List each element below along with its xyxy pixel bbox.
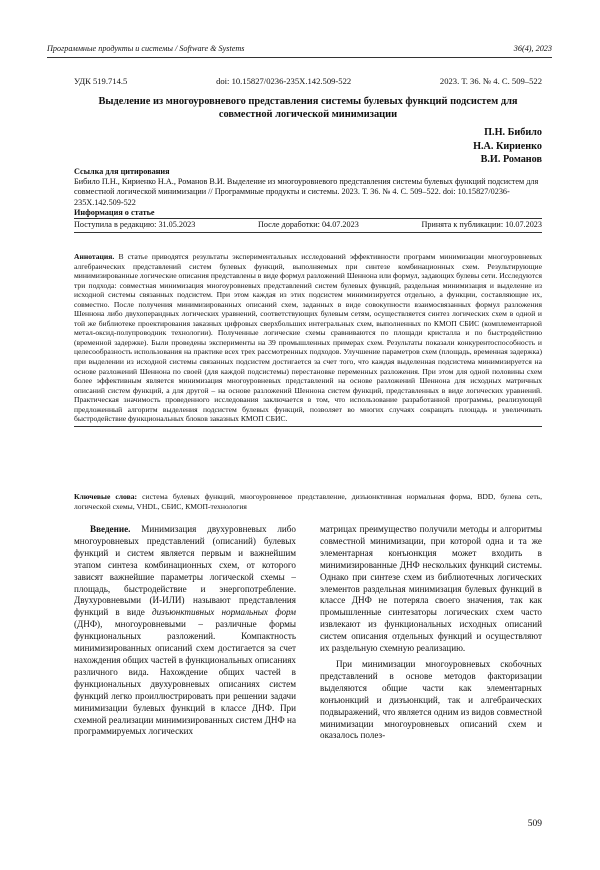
issue-info: 36(4), 2023 [513,44,552,53]
author: Н.А. Кириенко [473,140,542,152]
doi: doi: 10.15827/0236-235X.142.509-522 [216,76,352,86]
body-column-right [320,524,542,742]
body-column-left [74,524,296,738]
keywords-text: система булевых функций, многоуровневое представление, дизъюнктивная нормальная форма, BDD, булева сеть, логической схемы, VHDL, СБИС, КМОП-технология [74,492,542,511]
received-date: Поступила в редакцию: 31.05.2023 [74,220,196,230]
authors [473,126,542,167]
body-paragraph: матрицах преимущество получили методы и алгоритмы совместной минимизации, при которой одна и та же элементарная конъюнкция может входить в минимизированные ДНФ нескольких функций системы. Однако при синтезе схем из библиотечных логических элементов раздельная минимизация булевых функций в классе ДНФ не потеряла своего значения, так как промышленные синтезаторы логических схем часто извлекают из функциональных исходных описаний систем описания отдельных функций и осуществляют их раздельную схемную реализацию. [320,524,542,654]
article-title: Выделение из многоуровневого представления системы булевых функций подсистем для совместной логической минимизации [98,96,518,120]
body-paragraph: При минимизации многоуровневых скобочных представлений в основе методов факторизации выделяются общие части как элементарных конъюнкций и дизъюнкций, так и алгебраических подвыражений, что является одним из видов совместной минимизации многоуровневых описаний схем и оказалось полез- [320,658,542,741]
article-meta [74,76,542,86]
article-dates [74,218,542,233]
abstract [74,252,542,427]
journal-name: Программные продукты и системы / Software & Systems [47,44,245,53]
page-number: 509 [527,819,542,829]
citation-text: Бибило П.Н., Кириенко Н.А., Романов В.И. Выделение из многоуровневого представления системы булевых функций подсистем для совместной логической минимизации // Программные продукты и системы. 2023. Т. 36. № 4. С. 509–522. doi: 10.15827/0236-235X.142.509-522 [74,177,539,207]
abstract-text: В статье приводятся результаты экспериментальных исследований эффективности программ минимизации многоуровневых алгебраических представлений систем булевых функций, выполняемых при синтезе комбинационных схем. Результирующие минимизированные логические описания представлены в виде формул разложений Шеннона или формул, задающих булевы сети. Исследуются три подхода: совместная минимизация многоуровневых представлений систем булевых функций, раздельная минимизация и выделение из исходной системы связанных подсистем. При этом каждая из этих подсистем минимизируется отдельно, а функции, составляющие их, совместно. После получения минимизированных описаний схем, заданных в виде совокупности взаимосвязанных формул разложения Шеннона либо двухоперандных логических уравнений, соответствующих булевым сетям, осуществляется синтез логических схем в одной и той же библиотеке проектирования заказных цифровых сверхбольших интегральных схем, выполненных по КМОП СБИС (комплементарной метал-оксид-полупроводник технологии). Полученные логические схемы сравниваются по площади кристалла и по быстродействию (временной задержке). Были проведены эксперименты на 39 промышленных примерах схем. Результаты показали конкурентоспособность и целесообразность использования на практике всех трех рассмотренных подходов. Улучшение параметров схем (площадь, временная задержка) при выделении из исходной системы связанных подсистем достигается за счет того, что каждая выделенная подсистема минимизируется на основе разложений Шеннона по своей (для каждой подсистемы) перестановке переменных разложения. При этом для одной половины схем более эффективным является минимизация многоуровневых представлений на основе разложений Шеннона для исходных матричных описаний систем функций, а для другой – на основе разложений Шеннона систем функций, представленных в виде логических уравнений. Практическая значимость проведенного исследования заключается в том, что использование разработанной программы, реализующей предложенный алгоритм выделения подсистем булевых функций, позволяет во многих случаях сокращать площадь и увеличивать быстродействие функциональных блоков заказных КМОП СБИС. [74,252,542,424]
keywords [74,492,542,511]
author: П.Н. Бибило [484,127,542,138]
article-info-heading: Информация о статье [74,207,155,217]
volume-pages: 2023. Т. 36. № 4. С. 509–522 [439,76,542,86]
body-text: Минимизация двухуровневых либо многоуровневых представлений (описаний) булевых функций и систем является первым и важнейшим этапом синтеза комбинационных схем, от которого зависят важнейшие параметры логической схемы – площадь, быстродействие и энергопотребление. Двухуровневыми (И-ИЛИ) называют представления функций в виде [74,524,296,618]
revised-date: После доработки: 04.07.2023 [257,220,359,230]
body-emphasis: дизъюнктивных нормальных форм [151,607,296,618]
running-header [47,44,552,58]
body-text: (ДНФ), многоуровневыми – различные формы функциональных разложений. Компактность минимизированных описаний схем достигается за счет нахождения общих частей в функциональных описаниях различного вида. Нахождение общих частей в функциональных двухуровневых описаниях систем функций легко проиллюстрировать при решении задачи минимизации булевых функций в классе ДНФ. При схемной реализации минимизированных систем ДНФ на программируемых логических [74,619,296,737]
accepted-date: Принята к публикации: 10.07.2023 [421,220,542,230]
keywords-label: Ключевые слова: [74,492,138,501]
citation-block [74,167,542,233]
citation-heading: Ссылка для цитирования [74,167,170,176]
author: В.И. Романов [480,154,542,165]
udc-code: УДК 519.714.5 [74,76,128,86]
abstract-label: Аннотация. [74,252,115,261]
intro-label: Введение. [90,524,131,534]
